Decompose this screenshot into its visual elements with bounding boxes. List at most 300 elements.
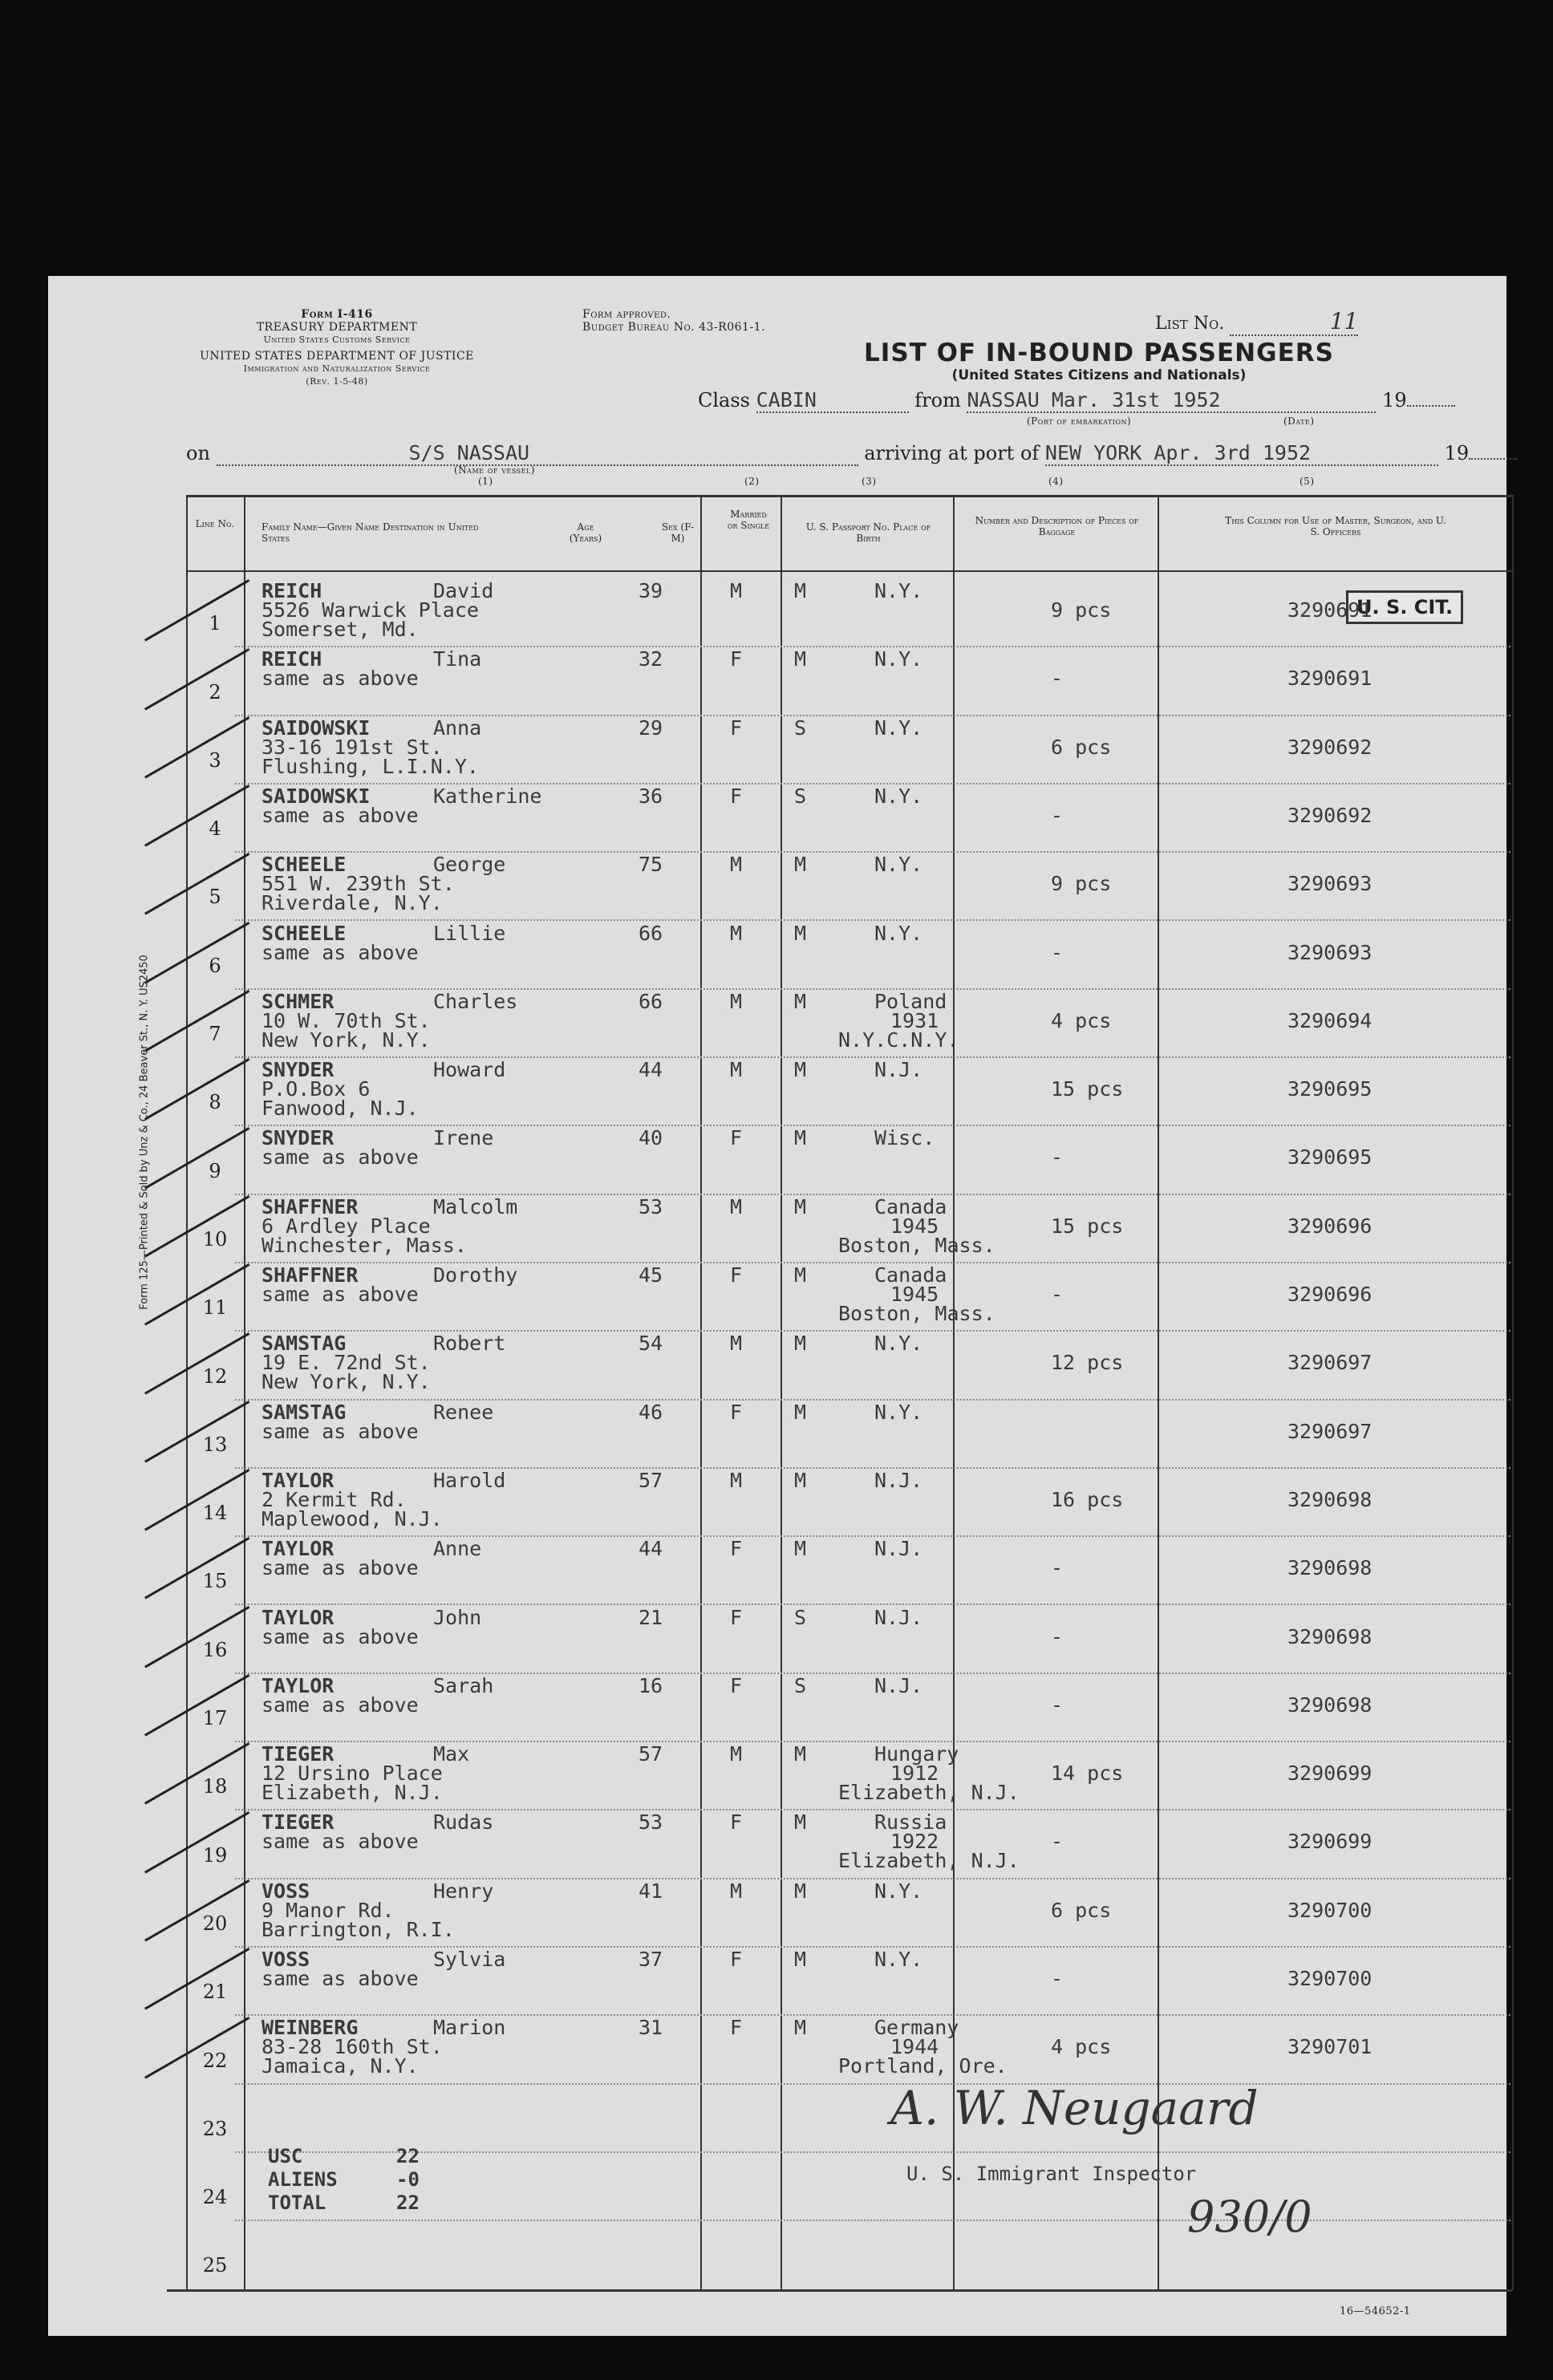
- line-number: 18: [202, 1775, 228, 1798]
- table-row: [48, 1948, 1506, 2016]
- given-name: Max: [433, 1742, 470, 1766]
- baggage: -: [1051, 1624, 1064, 1648]
- marital-status: M: [794, 2016, 807, 2040]
- given-name: Renee: [433, 1400, 494, 1424]
- sex: M: [730, 1742, 743, 1766]
- col-num-5: (5): [1300, 476, 1315, 487]
- officer-number: 3290695: [1287, 1077, 1373, 1101]
- table-row: [48, 2085, 1506, 2153]
- line-number: 20: [202, 1912, 228, 1935]
- destination-line-2: Jamaica, N.Y.: [262, 2054, 419, 2078]
- year-suffix-1: 19: [1382, 389, 1407, 412]
- baggage: 14 pcs: [1051, 1762, 1124, 1786]
- marital-status: M: [794, 853, 807, 877]
- destination-line-2: Winchester, Mass.: [262, 1233, 467, 1257]
- sex: F: [730, 647, 743, 671]
- family-name: REICH: [262, 647, 322, 671]
- birthplace-1: N.Y.: [874, 1879, 923, 1903]
- baggage: 9 pcs: [1051, 598, 1112, 622]
- age: 54: [639, 1332, 663, 1356]
- header-line-no: Line No.: [195, 518, 235, 529]
- officer-number: 3290693: [1287, 872, 1373, 896]
- family-name: SCHEELE: [262, 853, 347, 877]
- marital-status: M: [794, 1263, 807, 1287]
- class-label: Class: [698, 389, 750, 412]
- destination-line-1: same as above: [262, 1624, 419, 1648]
- birthplace-1: Canada: [874, 1194, 947, 1218]
- col-num-2: (2): [744, 476, 760, 487]
- marital-status: M: [794, 579, 807, 602]
- form-title: LIST OF IN-BOUND PASSENGERS: [864, 339, 1334, 367]
- family-name: WEINBERG: [262, 2016, 359, 2040]
- baggage: -: [1051, 1556, 1064, 1580]
- line-number: 22: [202, 2049, 228, 2072]
- age: 21: [639, 1605, 663, 1629]
- header-sex: Sex (F-M): [661, 521, 695, 544]
- family-name: VOSS: [262, 1879, 310, 1903]
- header-name: Family Name—Given Name Destination in United States: [262, 521, 479, 544]
- handwritten-mark: 930/0: [1187, 2191, 1312, 2242]
- age: 44: [639, 1537, 663, 1561]
- given-name: Henry: [433, 1879, 494, 1903]
- table-row: [48, 1537, 1506, 1605]
- form-approved: Form approved.: [582, 308, 671, 321]
- officer-number: 3290698: [1287, 1624, 1373, 1648]
- sex: M: [730, 1879, 743, 1903]
- aliens-value: -0: [396, 2168, 420, 2191]
- given-name: Harold: [433, 1468, 506, 1492]
- family-name: SAMSTAG: [262, 1332, 347, 1356]
- on-label: on: [186, 442, 210, 464]
- table-top-rule: [186, 495, 1512, 497]
- sex: F: [730, 716, 743, 740]
- age: 44: [639, 1058, 663, 1082]
- birthplace-2: 1912: [890, 1762, 939, 1786]
- destination-line-2: Barrington, R.I.: [262, 1917, 455, 1941]
- given-name: Charles: [433, 989, 518, 1013]
- table-row: [48, 2016, 1506, 2084]
- line-number: 23: [202, 2117, 228, 2140]
- sex: F: [730, 1400, 743, 1424]
- marital-status: M: [794, 1948, 807, 1971]
- col-line-right: [1512, 495, 1514, 2291]
- usc-value: 22: [396, 2145, 420, 2167]
- birthplace-1: Wisc.: [874, 1126, 935, 1150]
- family-name: VOSS: [262, 1948, 310, 1971]
- destination-line-1: same as above: [262, 667, 419, 691]
- destination-line-1: same as above: [262, 1967, 419, 1990]
- marital-status: S: [794, 1673, 807, 1697]
- officer-number: 3290692: [1287, 735, 1373, 759]
- age: 45: [639, 1263, 663, 1287]
- officer-number: 3290695: [1287, 1145, 1373, 1170]
- baggage: -: [1051, 940, 1064, 964]
- sex: F: [730, 1263, 743, 1287]
- birthplace-3: Elizabeth, N.J.: [838, 1849, 1020, 1873]
- marital-status: M: [794, 921, 807, 945]
- birthplace-2: 1922: [890, 1830, 939, 1854]
- sex: M: [730, 1332, 743, 1356]
- destination-line-2: Maplewood, N.J.: [262, 1506, 443, 1531]
- age: 16: [639, 1673, 663, 1697]
- budget-bureau: Budget Bureau No. 43-R061-1.: [582, 321, 766, 334]
- birthplace-1: N.J.: [874, 1468, 923, 1492]
- dept-justice: UNITED STATES DEPARTMENT OF JUSTICE: [200, 350, 474, 363]
- given-name: Anne: [433, 1537, 482, 1561]
- sex: F: [730, 2016, 743, 2040]
- destination-line-1: same as above: [262, 1830, 419, 1854]
- birthplace-1: N.Y.: [874, 921, 923, 945]
- destination-line-2: Fanwood, N.J.: [262, 1097, 419, 1121]
- marital-status: M: [794, 1400, 807, 1424]
- birthplace-2: 1931: [890, 1008, 939, 1032]
- baggage: 15 pcs: [1051, 1077, 1124, 1101]
- table-header-rule: [186, 570, 1512, 572]
- header-married: Married or Single: [727, 509, 770, 531]
- baggage: -: [1051, 1145, 1064, 1170]
- destination-line-1: 9 Manor Rd.: [262, 1898, 395, 1922]
- passenger-manifest-sheet: [48, 276, 1506, 2336]
- line-number: 10: [202, 1227, 228, 1251]
- form-revision: (Rev. 1-5-48): [306, 376, 368, 387]
- birthplace-3: Elizabeth, N.J.: [838, 1781, 1020, 1805]
- birthplace-1: N.Y.: [874, 1948, 923, 1971]
- date-caption: (Date): [1283, 416, 1315, 427]
- table-row: [48, 990, 1506, 1058]
- marital-status: M: [794, 1742, 807, 1766]
- age: 53: [639, 1810, 663, 1835]
- birthplace-1: N.Y.: [874, 647, 923, 671]
- officer-number: 3290698: [1287, 1693, 1373, 1717]
- sex: F: [730, 1126, 743, 1150]
- birthplace-3: Boston, Mass.: [838, 1233, 995, 1257]
- given-name: Sarah: [433, 1673, 494, 1697]
- total-value: 22: [396, 2191, 420, 2214]
- baggage: -: [1051, 1830, 1064, 1854]
- sex: M: [730, 989, 743, 1013]
- list-no-label: List No.: [1155, 314, 1225, 334]
- family-name: SCHMER: [262, 989, 335, 1013]
- line-number: 2: [209, 680, 221, 703]
- table-row: [48, 1263, 1506, 1332]
- baggage: -: [1051, 803, 1064, 827]
- list-number: [1155, 308, 1358, 336]
- birthplace-1: N.Y.: [874, 1400, 923, 1424]
- destination-line-1: same as above: [262, 1419, 419, 1443]
- marital-status: M: [794, 647, 807, 671]
- destination-line-1: 551 W. 239th St.: [262, 872, 455, 896]
- officer-number: 3290691: [1287, 667, 1373, 691]
- family-name: TAYLOR: [262, 1468, 335, 1492]
- col-num-3: (3): [862, 476, 877, 487]
- destination-line-2: Riverdale, N.Y.: [262, 891, 443, 915]
- line-number: 16: [202, 1638, 228, 1661]
- baggage: 12 pcs: [1051, 1351, 1124, 1375]
- line-number: 14: [202, 1502, 228, 1525]
- family-name: SAIDOWSKI: [262, 784, 371, 808]
- class-row: [698, 388, 1455, 413]
- age: 39: [639, 579, 663, 602]
- inspector-title: U. S. Immigrant Inspector: [906, 2163, 1197, 2185]
- destination-line-1: same as above: [262, 1556, 419, 1580]
- line-number: 6: [209, 954, 221, 977]
- baggage: 16 pcs: [1051, 1487, 1124, 1511]
- marital-status: M: [794, 1468, 807, 1492]
- dept-justice-sub: Immigration and Naturalization Service: [243, 363, 431, 374]
- table-row: [48, 853, 1506, 921]
- family-name: TIEGER: [262, 1742, 335, 1766]
- aliens-label: ALIENS: [268, 2168, 338, 2191]
- age: 31: [639, 2016, 663, 2040]
- destination-line-2: New York, N.Y.: [262, 1028, 431, 1052]
- table-row: [48, 1810, 1506, 1879]
- given-name: Rudas: [433, 1810, 494, 1835]
- marital-status: S: [794, 784, 807, 808]
- birthplace-1: N.Y.: [874, 716, 923, 740]
- birthplace-2: 1945: [890, 1214, 939, 1238]
- birthplace-1: N.Y.: [874, 1332, 923, 1356]
- form-approval: [582, 308, 765, 334]
- given-name: Sylvia: [433, 1948, 506, 1971]
- marital-status: M: [794, 989, 807, 1013]
- family-name: TAYLOR: [262, 1605, 335, 1629]
- baggage: 4 pcs: [1051, 1008, 1112, 1032]
- baggage: -: [1051, 1967, 1064, 1990]
- birthplace-1: N.Y.: [874, 853, 923, 877]
- dept-treasury: TREASURY DEPARTMENT: [256, 321, 418, 334]
- age: 75: [639, 853, 663, 877]
- given-name: David: [433, 579, 494, 602]
- officer-number: 3290697: [1287, 1351, 1373, 1375]
- officer-number: 3290692: [1287, 803, 1373, 827]
- age: 57: [639, 1742, 663, 1766]
- sex: F: [730, 784, 743, 808]
- line-number: 1: [209, 612, 221, 635]
- baggage: 4 pcs: [1051, 2035, 1112, 2059]
- class-value: CABIN: [756, 388, 909, 413]
- age: 37: [639, 1948, 663, 1971]
- table-row: [48, 579, 1506, 647]
- arriving-value: NEW YORK Apr. 3rd 1952: [1045, 441, 1438, 466]
- usc-label: USC: [268, 2145, 303, 2167]
- total-label: TOTAL: [268, 2191, 326, 2214]
- marital-status: M: [794, 1058, 807, 1082]
- given-name: Katherine: [433, 784, 542, 808]
- vessel-value: S/S NASSAU: [217, 441, 858, 466]
- age: 66: [639, 989, 663, 1013]
- table-row: [48, 1469, 1506, 1537]
- baggage: 6 pcs: [1051, 735, 1112, 759]
- table-row: [48, 1126, 1506, 1194]
- line-number: 9: [209, 1159, 221, 1182]
- family-name: TIEGER: [262, 1810, 335, 1835]
- table-row: [48, 1879, 1506, 1948]
- sex: M: [730, 921, 743, 945]
- line-number: 12: [202, 1364, 228, 1388]
- birthplace-1: Poland: [874, 989, 947, 1013]
- line-number: 5: [209, 886, 221, 909]
- given-name: Irene: [433, 1126, 494, 1150]
- family-name: SNYDER: [262, 1126, 335, 1150]
- destination-line-1: 33-16 191st St.: [262, 735, 443, 759]
- sex: M: [730, 579, 743, 602]
- given-name: Howard: [433, 1058, 506, 1082]
- given-name: Robert: [433, 1332, 506, 1356]
- destination-line-2: New York, N.Y.: [262, 1370, 431, 1394]
- sex: M: [730, 1468, 743, 1492]
- table-row: [48, 1332, 1506, 1400]
- destination-line-1: 83-28 160th St.: [262, 2035, 443, 2059]
- marital-status: M: [794, 1537, 807, 1561]
- destination-line-1: P.O.Box 6: [262, 1077, 371, 1101]
- dept-treasury-sub: United States Customs Service: [263, 334, 411, 345]
- header-age: Age (Years): [569, 521, 602, 544]
- arriving-label: arriving at port of: [864, 442, 1040, 464]
- birthplace-1: N.Y.: [874, 579, 923, 602]
- age: 32: [639, 647, 663, 671]
- form-subtitle: (United States Citizens and Nationals): [951, 367, 1247, 383]
- baggage: -: [1051, 1693, 1064, 1717]
- birthplace-1: Canada: [874, 1263, 947, 1287]
- port-embark-caption: (Port of embarkation): [1027, 416, 1132, 427]
- line-number: 8: [209, 1091, 221, 1114]
- destination-line-1: same as above: [262, 1693, 419, 1717]
- birthplace-1: N.J.: [874, 1605, 923, 1629]
- marital-status: S: [794, 716, 807, 740]
- totals-block: [268, 2145, 420, 2215]
- destination-line-1: 10 W. 70th St.: [262, 1008, 431, 1032]
- birthplace-3: Boston, Mass.: [838, 1302, 995, 1325]
- marital-status: M: [794, 1810, 807, 1835]
- year-suffix-2: 19: [1444, 442, 1470, 464]
- line-number: 19: [202, 1843, 228, 1867]
- marital-status: S: [794, 1605, 807, 1629]
- baggage: -: [1051, 1283, 1064, 1306]
- officer-number: 3290696: [1287, 1214, 1373, 1238]
- officer-number: 3290697: [1287, 1419, 1373, 1443]
- baggage: 15 pcs: [1051, 1214, 1124, 1238]
- us-citizen-stamp: U. S. CIT.: [1346, 590, 1463, 624]
- birthplace-2: 1944: [890, 2035, 939, 2059]
- inspector-signature: A. W. Neugaard: [890, 2081, 1259, 2135]
- birthplace-1: Russia: [874, 1810, 947, 1835]
- table-row: [48, 922, 1506, 990]
- table-row: [48, 1058, 1506, 1126]
- table-row: [48, 785, 1506, 853]
- officer-number: 3290696: [1287, 1283, 1373, 1306]
- given-name: Marion: [433, 2016, 506, 2040]
- line-number: 15: [202, 1570, 228, 1593]
- destination-line-2: Elizabeth, N.J.: [262, 1781, 443, 1805]
- officer-number: 3290699: [1287, 1830, 1373, 1854]
- marital-status: M: [794, 1126, 807, 1150]
- age: 46: [639, 1400, 663, 1424]
- sex: M: [730, 853, 743, 877]
- line-number: 24: [202, 2186, 228, 2209]
- birthplace-3: N.Y.C.N.Y.: [838, 1028, 959, 1052]
- age: 53: [639, 1194, 663, 1218]
- family-name: REICH: [262, 579, 322, 602]
- destination-line-2: Somerset, Md.: [262, 618, 419, 641]
- officer-number: 3290701: [1287, 2035, 1373, 2059]
- form-header-left: [160, 308, 513, 388]
- vessel-caption: (Name of vessel): [454, 464, 535, 476]
- line-number: 17: [202, 1707, 228, 1730]
- header-passport: U. S. Passport No. Place of Birth: [805, 521, 931, 544]
- form-number: Form I-416: [301, 308, 373, 321]
- destination-line-1: 5526 Warwick Place: [262, 598, 479, 622]
- vessel-row: [186, 441, 1517, 466]
- col-num-1: (1): [478, 476, 493, 487]
- birthplace-1: Germany: [874, 2016, 959, 2040]
- given-name: George: [433, 853, 506, 877]
- age: 36: [639, 784, 663, 808]
- destination-line-1: same as above: [262, 1283, 419, 1306]
- marital-status: M: [794, 1194, 807, 1218]
- table-row: [48, 1195, 1506, 1263]
- side-printer-note: Form 125—Printed & Sold by Unz & Co., 24 Beaver St., N. Y. US2450: [138, 955, 151, 1310]
- family-name: TAYLOR: [262, 1537, 335, 1561]
- officer-number: 3290693: [1287, 940, 1373, 964]
- age: 41: [639, 1879, 663, 1903]
- birthplace-1: N.Y.: [874, 784, 923, 808]
- marital-status: M: [794, 1879, 807, 1903]
- age: 29: [639, 716, 663, 740]
- birthplace-1: Hungary: [874, 1742, 959, 1766]
- age: 40: [639, 1126, 663, 1150]
- officer-number: 3290700: [1287, 1898, 1373, 1922]
- officer-number: 3290698: [1287, 1487, 1373, 1511]
- from-label: from: [914, 389, 961, 412]
- age: 57: [639, 1468, 663, 1492]
- table-row: [48, 1401, 1506, 1469]
- baggage: 6 pcs: [1051, 1898, 1112, 1922]
- given-name: Anna: [433, 716, 482, 740]
- destination-line-1: same as above: [262, 803, 419, 827]
- table-row: [48, 1674, 1506, 1742]
- age: 66: [639, 921, 663, 945]
- list-no-value: 11: [1329, 308, 1359, 334]
- family-name: SAMSTAG: [262, 1400, 347, 1424]
- sex: M: [730, 1058, 743, 1082]
- sex: F: [730, 1537, 743, 1561]
- officer-number: 3290694: [1287, 1008, 1373, 1032]
- line-number: 7: [209, 1023, 221, 1046]
- line-number: 21: [202, 1981, 228, 2004]
- table-row: [48, 647, 1506, 716]
- table-row: [48, 716, 1506, 785]
- destination-line-2: Flushing, L.I.N.Y.: [262, 754, 479, 778]
- destination-line-1: 6 Ardley Place: [262, 1214, 431, 1238]
- marital-status: M: [794, 1332, 807, 1356]
- line-number: 13: [202, 1433, 228, 1456]
- baggage: -: [1051, 667, 1064, 691]
- family-name: SHAFFNER: [262, 1194, 359, 1218]
- baggage: 9 pcs: [1051, 872, 1112, 896]
- family-name: SCHEELE: [262, 921, 347, 945]
- destination-line-1: 12 Ursino Place: [262, 1762, 443, 1786]
- family-name: SAIDOWSKI: [262, 716, 371, 740]
- header-officers: This Column for Use of Master, Surgeon, and U. S. Officers: [1225, 515, 1446, 537]
- sex: F: [730, 1605, 743, 1629]
- birthplace-2: 1945: [890, 1283, 939, 1306]
- sex: M: [730, 1194, 743, 1218]
- col-num-4: (4): [1048, 476, 1064, 487]
- officer-number: 3290691: [1287, 598, 1373, 622]
- birthplace-1: N.J.: [874, 1537, 923, 1561]
- line-number: 4: [209, 817, 221, 841]
- footer-code: 16—54652-1: [1340, 2305, 1411, 2317]
